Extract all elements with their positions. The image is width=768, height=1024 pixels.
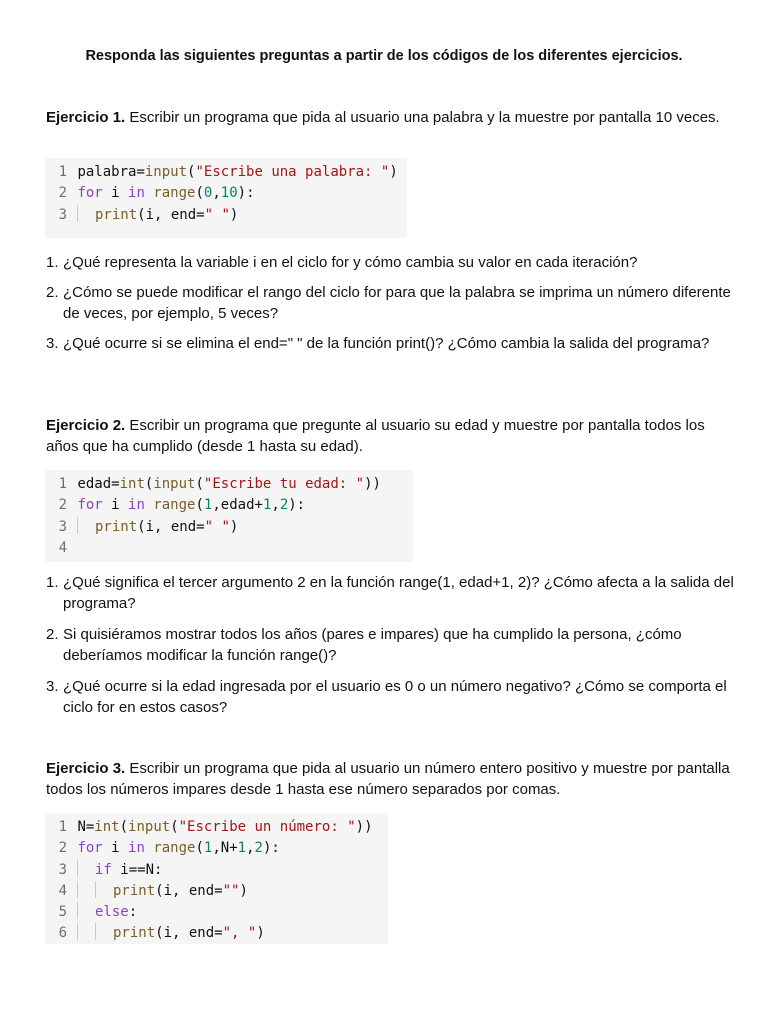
code-line: 3 if i==N: — [58, 861, 163, 878]
exercise-2-code-block — [45, 470, 413, 562]
code-line: 2 for i in range(1,edad+1,2): — [58, 497, 306, 514]
code-line: 4 print(i, end="") — [58, 882, 248, 899]
exercise-2-question-1: 1. ¿Qué significa el tercer argumento 2 en la función range(1, edad+1, 2)? ¿Cómo afecta a la salida del programa? — [46, 574, 734, 612]
exercise-1-question-2: 2. ¿Cómo se puede modificar el rango del ciclo for para que la palabra se imprima un número diferente de veces, por ejemplo, 5 veces? — [46, 284, 731, 322]
exercise-3-label: Ejercicio 3. — [46, 760, 126, 777]
indent-guide — [77, 517, 78, 534]
exercise-1-question-3: 3. ¿Qué ocurre si se elimina el end=" " de la función print()? ¿Cómo cambia la salida del programa? — [46, 335, 710, 352]
exercise-1-code-block — [45, 158, 407, 238]
code-line: 1 edad=int(input("Escribe tu edad: ")) — [58, 476, 381, 492]
page-heading: Responda las siguientes preguntas a partir de los códigos de los diferentes ejercicios. — [85, 48, 683, 64]
exercise-2-question-3: 3. ¿Qué ocurre si la edad ingresada por el usuario es 0 o un número negativo? ¿Cómo se comporta el ciclo for en estos casos? — [46, 678, 727, 716]
exercise-3-statement — [46, 758, 736, 800]
exercise-3-code-block — [45, 813, 388, 944]
code-line: 2 for i in range(1,N+1,2): — [58, 840, 280, 857]
exercise-1-label: Ejercicio 1. — [46, 109, 126, 126]
indent-guide — [77, 902, 78, 919]
indent-guide — [77, 923, 78, 940]
indent-guide — [77, 860, 78, 877]
exercise-2-text: Escribir un programa que pregunte al usuario su edad y muestre por pantalla todos los años que ha cumplido (desde 1 hasta su edad). — [46, 417, 705, 455]
code-line: 3 print(i, end=" ") — [58, 206, 239, 223]
indent-guide — [77, 881, 78, 898]
code-line: 2 for i in range(0,10): — [58, 185, 255, 202]
exercise-1-statement — [46, 107, 736, 128]
exercise-3-text: Escribir un programa que pida al usuario un número entero positivo y muestre por pantalla todos los números impares desde 1 hasta ese número separados por comas. — [46, 760, 730, 798]
exercise-1-text: Escribir un programa que pida al usuario una palabra y la muestre por pantalla 10 veces. — [125, 109, 720, 126]
code-line: 3 print(i, end=" ") — [58, 518, 239, 535]
code-line: 1 palabra=input("Escribe una palabra: ") — [58, 164, 398, 180]
code-line: 5 else: — [58, 904, 138, 921]
indent-guide — [95, 923, 96, 940]
exercise-2-statement — [46, 415, 736, 457]
exercise-1-question-1: 1. ¿Qué representa la variable i en el ciclo for y cómo cambia su valor en cada iteración? — [46, 254, 638, 271]
code-line: 6 print(i, end=", ") — [58, 925, 265, 942]
indent-guide — [77, 205, 78, 222]
exercise-2-question-2: 2. Si quisiéramos mostrar todos los años (pares e impares) que ha cumplido la persona, ¿cómo deberíamos modificar la función range()? — [46, 626, 682, 664]
exercise-2-label: Ejercicio 2. — [46, 417, 126, 434]
code-line: 1 N=int(input("Escribe un número: ")) — [58, 819, 373, 835]
indent-guide — [95, 881, 96, 898]
code-line: 4 — [58, 539, 67, 556]
